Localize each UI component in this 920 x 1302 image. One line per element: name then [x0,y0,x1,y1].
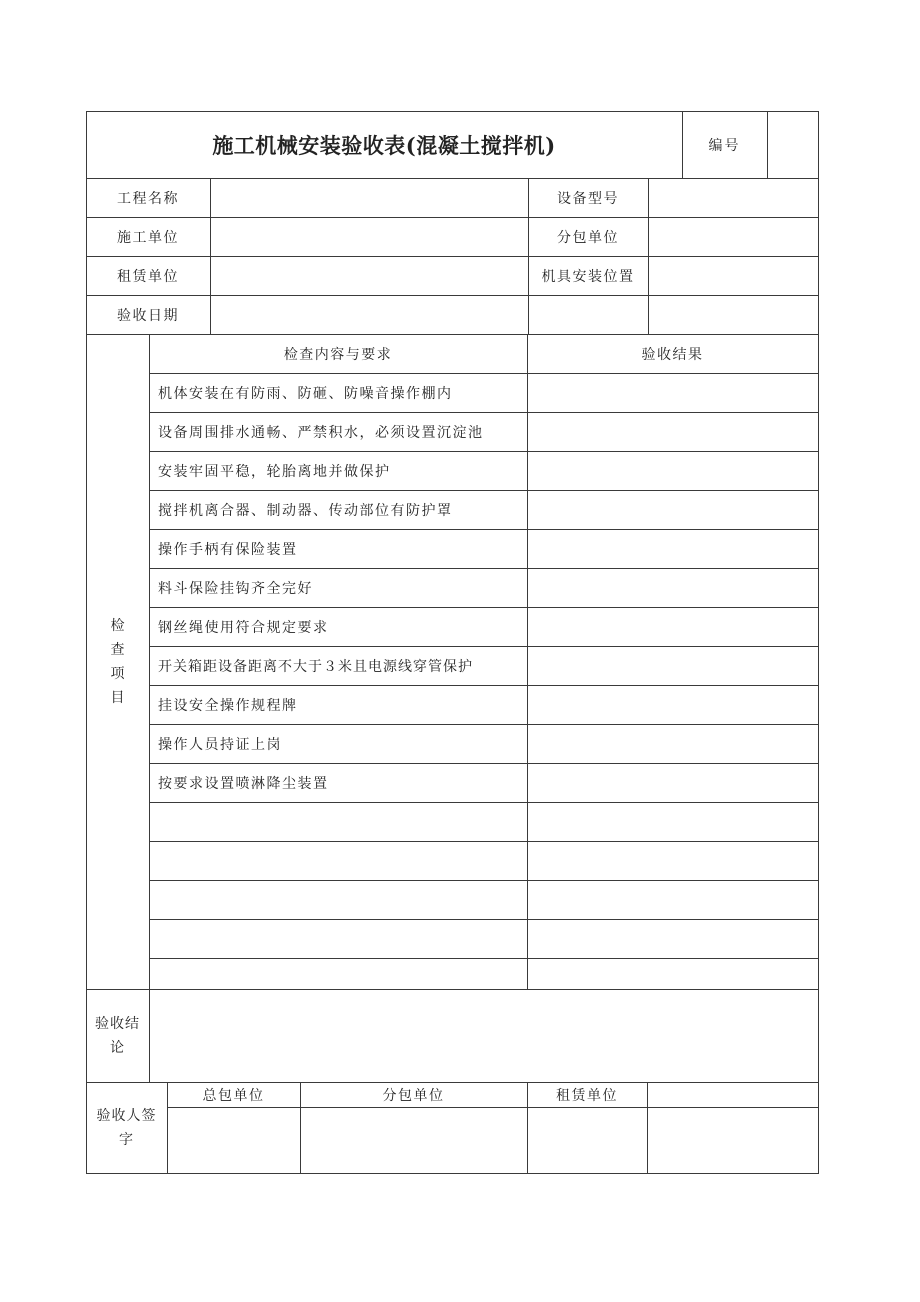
inspection-result[interactable] [527,490,818,529]
number-value[interactable] [767,111,818,178]
acceptance-date-value[interactable] [210,295,537,334]
extra-label [528,295,648,334]
inspection-item[interactable] [149,802,527,841]
content-header: 检查内容与要求 [283,346,393,363]
inspection-result[interactable] [527,646,818,685]
inspection-result[interactable] [527,919,818,958]
inspection-result[interactable] [527,451,818,490]
inspection-result[interactable] [527,607,818,646]
sign-extra-field[interactable] [647,1107,818,1173]
install-location-value[interactable] [648,256,827,295]
inspection-item: 操作人员持证上岗 [158,736,282,753]
form-title: 施工机械安装验收表(混凝土搅拌机) [212,132,556,158]
inspection-result[interactable] [527,802,818,841]
number-label: 编号 [708,137,741,154]
acceptance-date-label: 验收日期 [117,307,179,324]
sign-rental-header: 租赁单位 [556,1087,618,1104]
inspection-item[interactable] [149,841,527,880]
construction-unit-value[interactable] [210,217,537,256]
inspection-result[interactable] [527,958,818,989]
inspection-item[interactable] [149,880,527,919]
extra-value[interactable] [648,295,827,334]
project-name-label: 工程名称 [117,190,179,207]
inspection-item: 料斗保险挂钩齐全完好 [158,580,313,597]
inspection-item[interactable] [149,958,527,989]
inspection-result[interactable] [527,724,818,763]
rental-unit-label: 租赁单位 [117,268,179,285]
inspection-result[interactable] [527,880,818,919]
sign-subcontractor-field[interactable] [300,1107,527,1173]
sign-rental-field[interactable] [527,1107,647,1173]
inspection-item: 机体安装在有防雨、防砸、防噪音操作棚内 [158,385,453,402]
inspection-result[interactable] [527,685,818,724]
sign-subcontractor-header: 分包单位 [382,1087,445,1104]
subcontract-unit-value[interactable] [648,217,827,256]
inspection-result[interactable] [527,763,818,802]
inspection-item: 设备周围排水通畅、严禁积水，必须设置沉淀池 [158,424,484,441]
inspection-result[interactable] [527,568,818,607]
form-border-bottom [86,1173,819,1174]
inspection-item: 搅拌机离合器、制动器、传动部位有防护罩 [158,502,453,519]
rental-unit-value[interactable] [210,256,537,295]
inspection-item: 钢丝绳使用符合规定要求 [158,619,329,636]
construction-unit-label: 施工单位 [117,229,179,246]
inspection-item: 安装牢固平稳，轮胎离地并做保护 [158,463,391,480]
sign-general-contractor-field[interactable] [167,1107,300,1173]
equipment-model-value[interactable] [648,178,827,217]
result-header: 验收结果 [641,346,704,363]
inspection-item: 挂设安全操作规程牌 [158,697,298,714]
inspection-item[interactable] [149,919,527,958]
install-location-label: 机具安装位置 [541,268,635,285]
inspection-item: 开关箱距设备距离不大于３米且电源线穿管保护 [158,658,473,675]
signature-label: 验收人签 字 [96,1107,157,1148]
conclusion-value[interactable] [149,989,818,1082]
sign-extra-header [647,1082,818,1107]
conclusion-label: 验收结 论 [95,1015,140,1056]
inspection-item: 操作手柄有保险装置 [158,541,298,558]
acceptance-form [86,111,819,1174]
inspection-result[interactable] [527,412,818,451]
inspection-result[interactable] [527,529,818,568]
subcontract-unit-label: 分包单位 [557,229,619,246]
inspection-item: 按要求设置喷淋降尘装置 [158,775,329,792]
project-name-value[interactable] [210,178,537,217]
sign-general-contractor-header: 总包单位 [202,1087,265,1104]
equipment-model-label: 设备型号 [557,190,619,207]
inspection-result[interactable] [527,373,818,412]
inspection-side-label: 检 查 项 目 [110,617,125,706]
inspection-result[interactable] [527,841,818,880]
